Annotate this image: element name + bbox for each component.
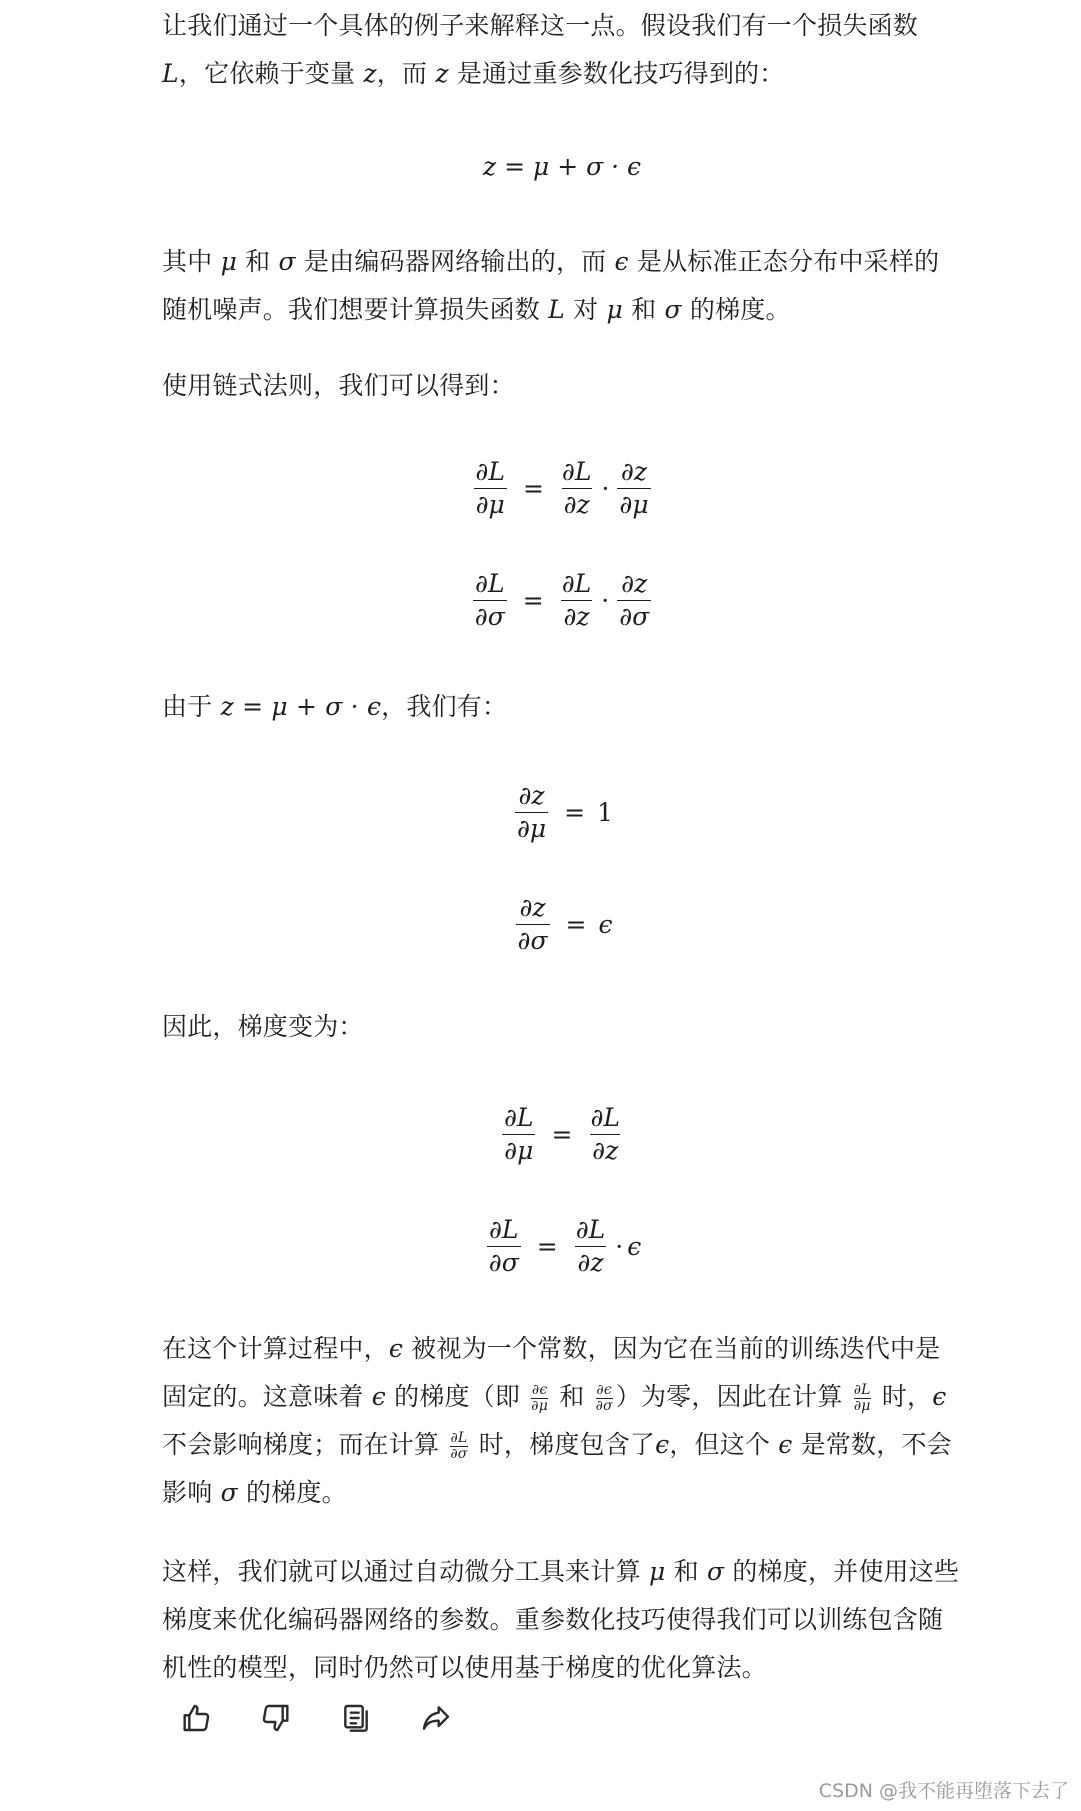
equation-grad-mu: $\frac{\partial L}{\partial\mu}$ = $\frac{\partial L}{\partial z}$ [503,1102,620,1165]
like-button[interactable] [178,1700,214,1736]
dislike-button[interactable] [258,1700,294,1736]
equation-reparam: z = μ + σ · ϵ [482,151,641,181]
equation-dL-dmu: $\frac{\partial L}{\partial\mu}$ = $\frac{\partial L}{\partial z}$ · $\frac{\partial z}{\partial\mu}$ [475,456,649,519]
paragraph-intro: 让我们通过一个具体的例子来解释这一点。假设我们有一个损失函数 L，它依赖于变量 z，而 z 是通过重参数化技巧得到的： [162,11,919,88]
share-icon [420,1702,452,1734]
paragraph-chain-rule: 使用链式法则，我们可以得到： [162,371,515,400]
copy-button[interactable] [338,1700,374,1736]
paragraph-therefore: 因此，梯度变为： [162,1012,364,1041]
copy-icon [340,1702,372,1734]
paragraph-conclusion: 这样，我们就可以通过自动微分工具来计算 μ 和 σ 的梯度，并使用这些梯度来优化编码器网络的参数。重参数化技巧使得我们可以训练包含随机性的模型，同时仍然可以使用基于梯度的优化算法。 [162,1557,960,1682]
equation-dL-dsigma: $\frac{\partial L}{\partial\sigma}$ = $\frac{\partial L}{\partial z}$ · $\frac{\partial z}{\partial\sigma}$ [474,568,650,631]
paragraph-since: 由于 z = μ + σ · ϵ，我们有： [162,692,508,721]
equation-dz-dsigma: $\frac{\partial z}{\partial\sigma}$ = ϵ [517,892,613,955]
equation-grad-sigma: $\frac{\partial L}{\partial\sigma}$ = $\frac{\partial L}{\partial z}$ · ϵ [488,1214,642,1277]
message-actions [178,1700,454,1736]
share-button[interactable] [418,1700,454,1736]
equation-dz-dmu: $\frac{\partial z}{\partial\mu}$ = 1 [516,780,614,843]
watermark: CSDN @我不能再堕落下去了 [818,1780,1069,1802]
paragraph-where: 其中 μ 和 σ 是由编码器网络输出的，而 ϵ 是从标准正态分布中采样的随机噪声。我们想要计算损失函数 L 对 μ 和 σ 的梯度。 [162,247,940,324]
paragraph-explanation: 在这个计算过程中，ϵ 被视为一个常数，因为它在当前的训练迭代中是固定的。这意味着 ϵ 的梯度（即 $\frac{\partial\epsilon}{\partial\mu}$ 和 $\frac{\partial\epsilon}{\partial\sigma}$ ）为零，因此在计算 $\frac{\partial L}{\partial\mu}$ 时，ϵ 不会影响梯度；而在计算 $\frac{\partial L}{\partial\sigma}$ 时，梯度包含了ϵ，但这个 ϵ 是常数，不会影响 σ 的梯度。 [162,1334,952,1507]
thumbs-up-icon [180,1702,212,1734]
thumbs-down-icon [260,1702,292,1734]
